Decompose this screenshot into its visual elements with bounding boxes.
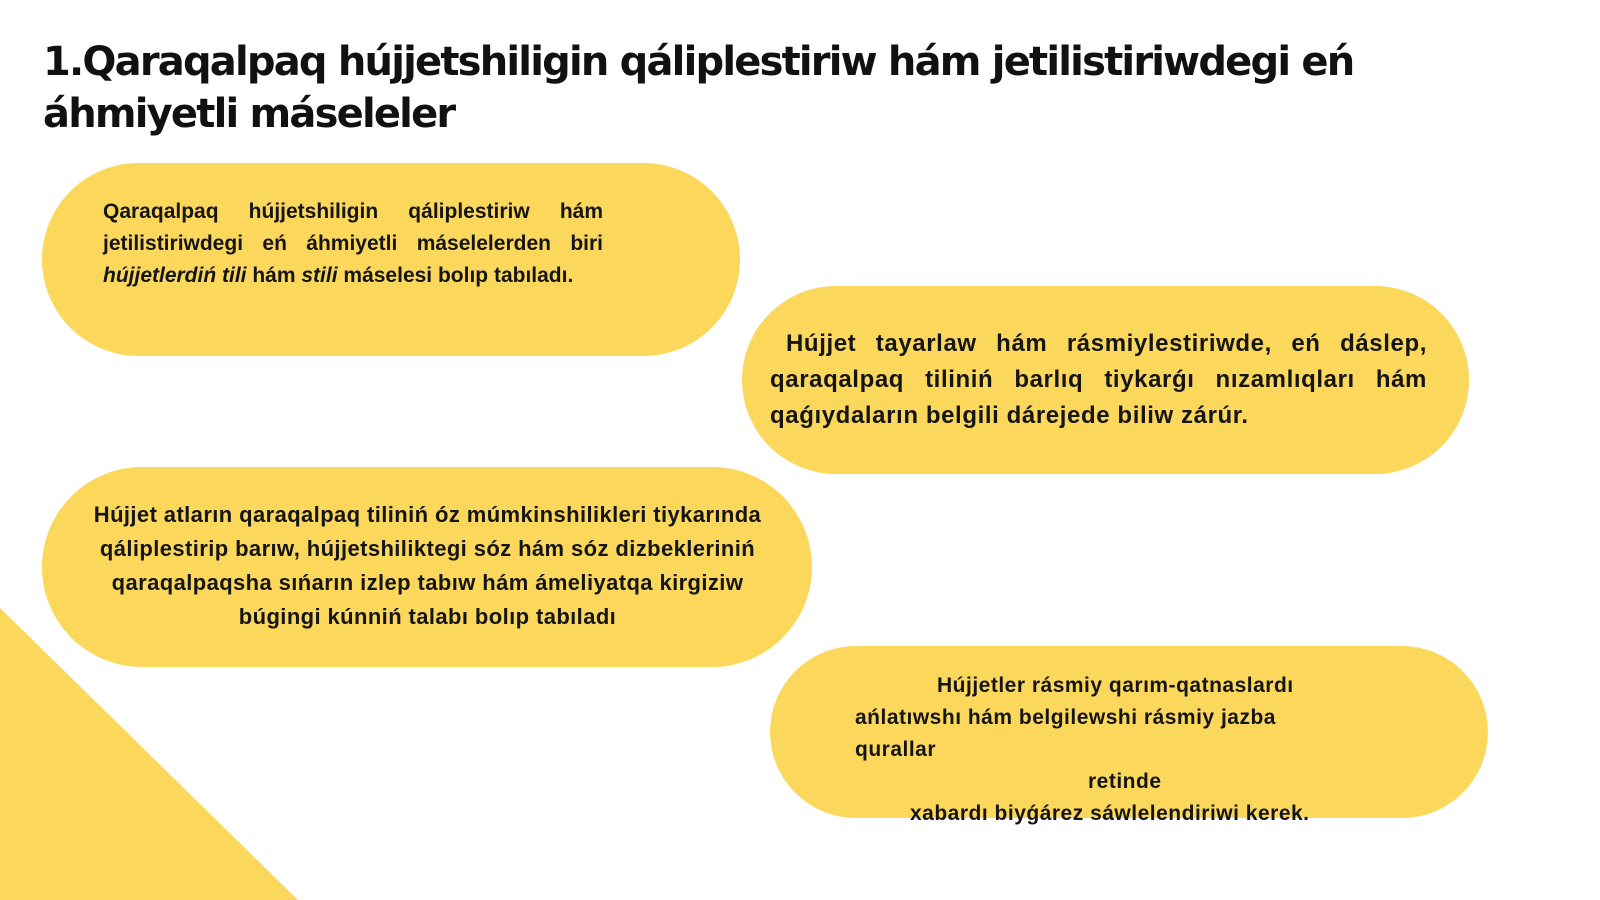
card-language-rules-text: Hújjet tayarlaw hám rásmiylestiriwde, eń dáslep, qaraqalpaq tiliniń barlıq tiykarǵı nızamlıqları hám qaǵıydaların belgili dárejede biliw zárúr. xyxy=(770,330,1427,429)
card4-line-1: Hújjetler rásmiy qarım-qatnaslardı xyxy=(937,674,1294,697)
card4-line-3: qurallar xyxy=(855,738,937,761)
card4-line-4: retinde xyxy=(1088,770,1162,793)
page-title: 1.Qaraqalpaq hújjetshiligin qáliplestiriw hám jetilistiriwdegi eń áhmiyetli máseleler xyxy=(43,39,1354,137)
emphasis-documents-language: hújjetlerdiń tili xyxy=(103,264,247,287)
card4-line-5: xabardı biyǵárez sáwlelendiriwi kerek. xyxy=(910,802,1310,825)
card4-line-2: ańlatıwshı hám belgilewshi rásmiy jazba xyxy=(855,706,1276,729)
emphasis-style: stili xyxy=(301,264,338,287)
card-document-names-text: Hújjet atların qaraqalpaq tiliniń óz múmkinshilikleri tiykarında qáliplestirip barıw, hújjetshiliktegi sóz hám sóz dizbekleriniń qaraqalpaqsha sıńarın izlep tabıw hám ámeliyatqa kirgiziw búgingi kúnniń talabı bolıp tabıladı xyxy=(93,502,762,629)
card-language-style-text: Qaraqalpaq hújjetshiligin qáliplestiriw hám jetilistiriwdegi eń áhmiyetli máselelerden biri hújjetlerdiń tili hám stili máselesi bolıp tabıladı. xyxy=(103,200,603,287)
card-official-documents-text xyxy=(855,670,1415,830)
